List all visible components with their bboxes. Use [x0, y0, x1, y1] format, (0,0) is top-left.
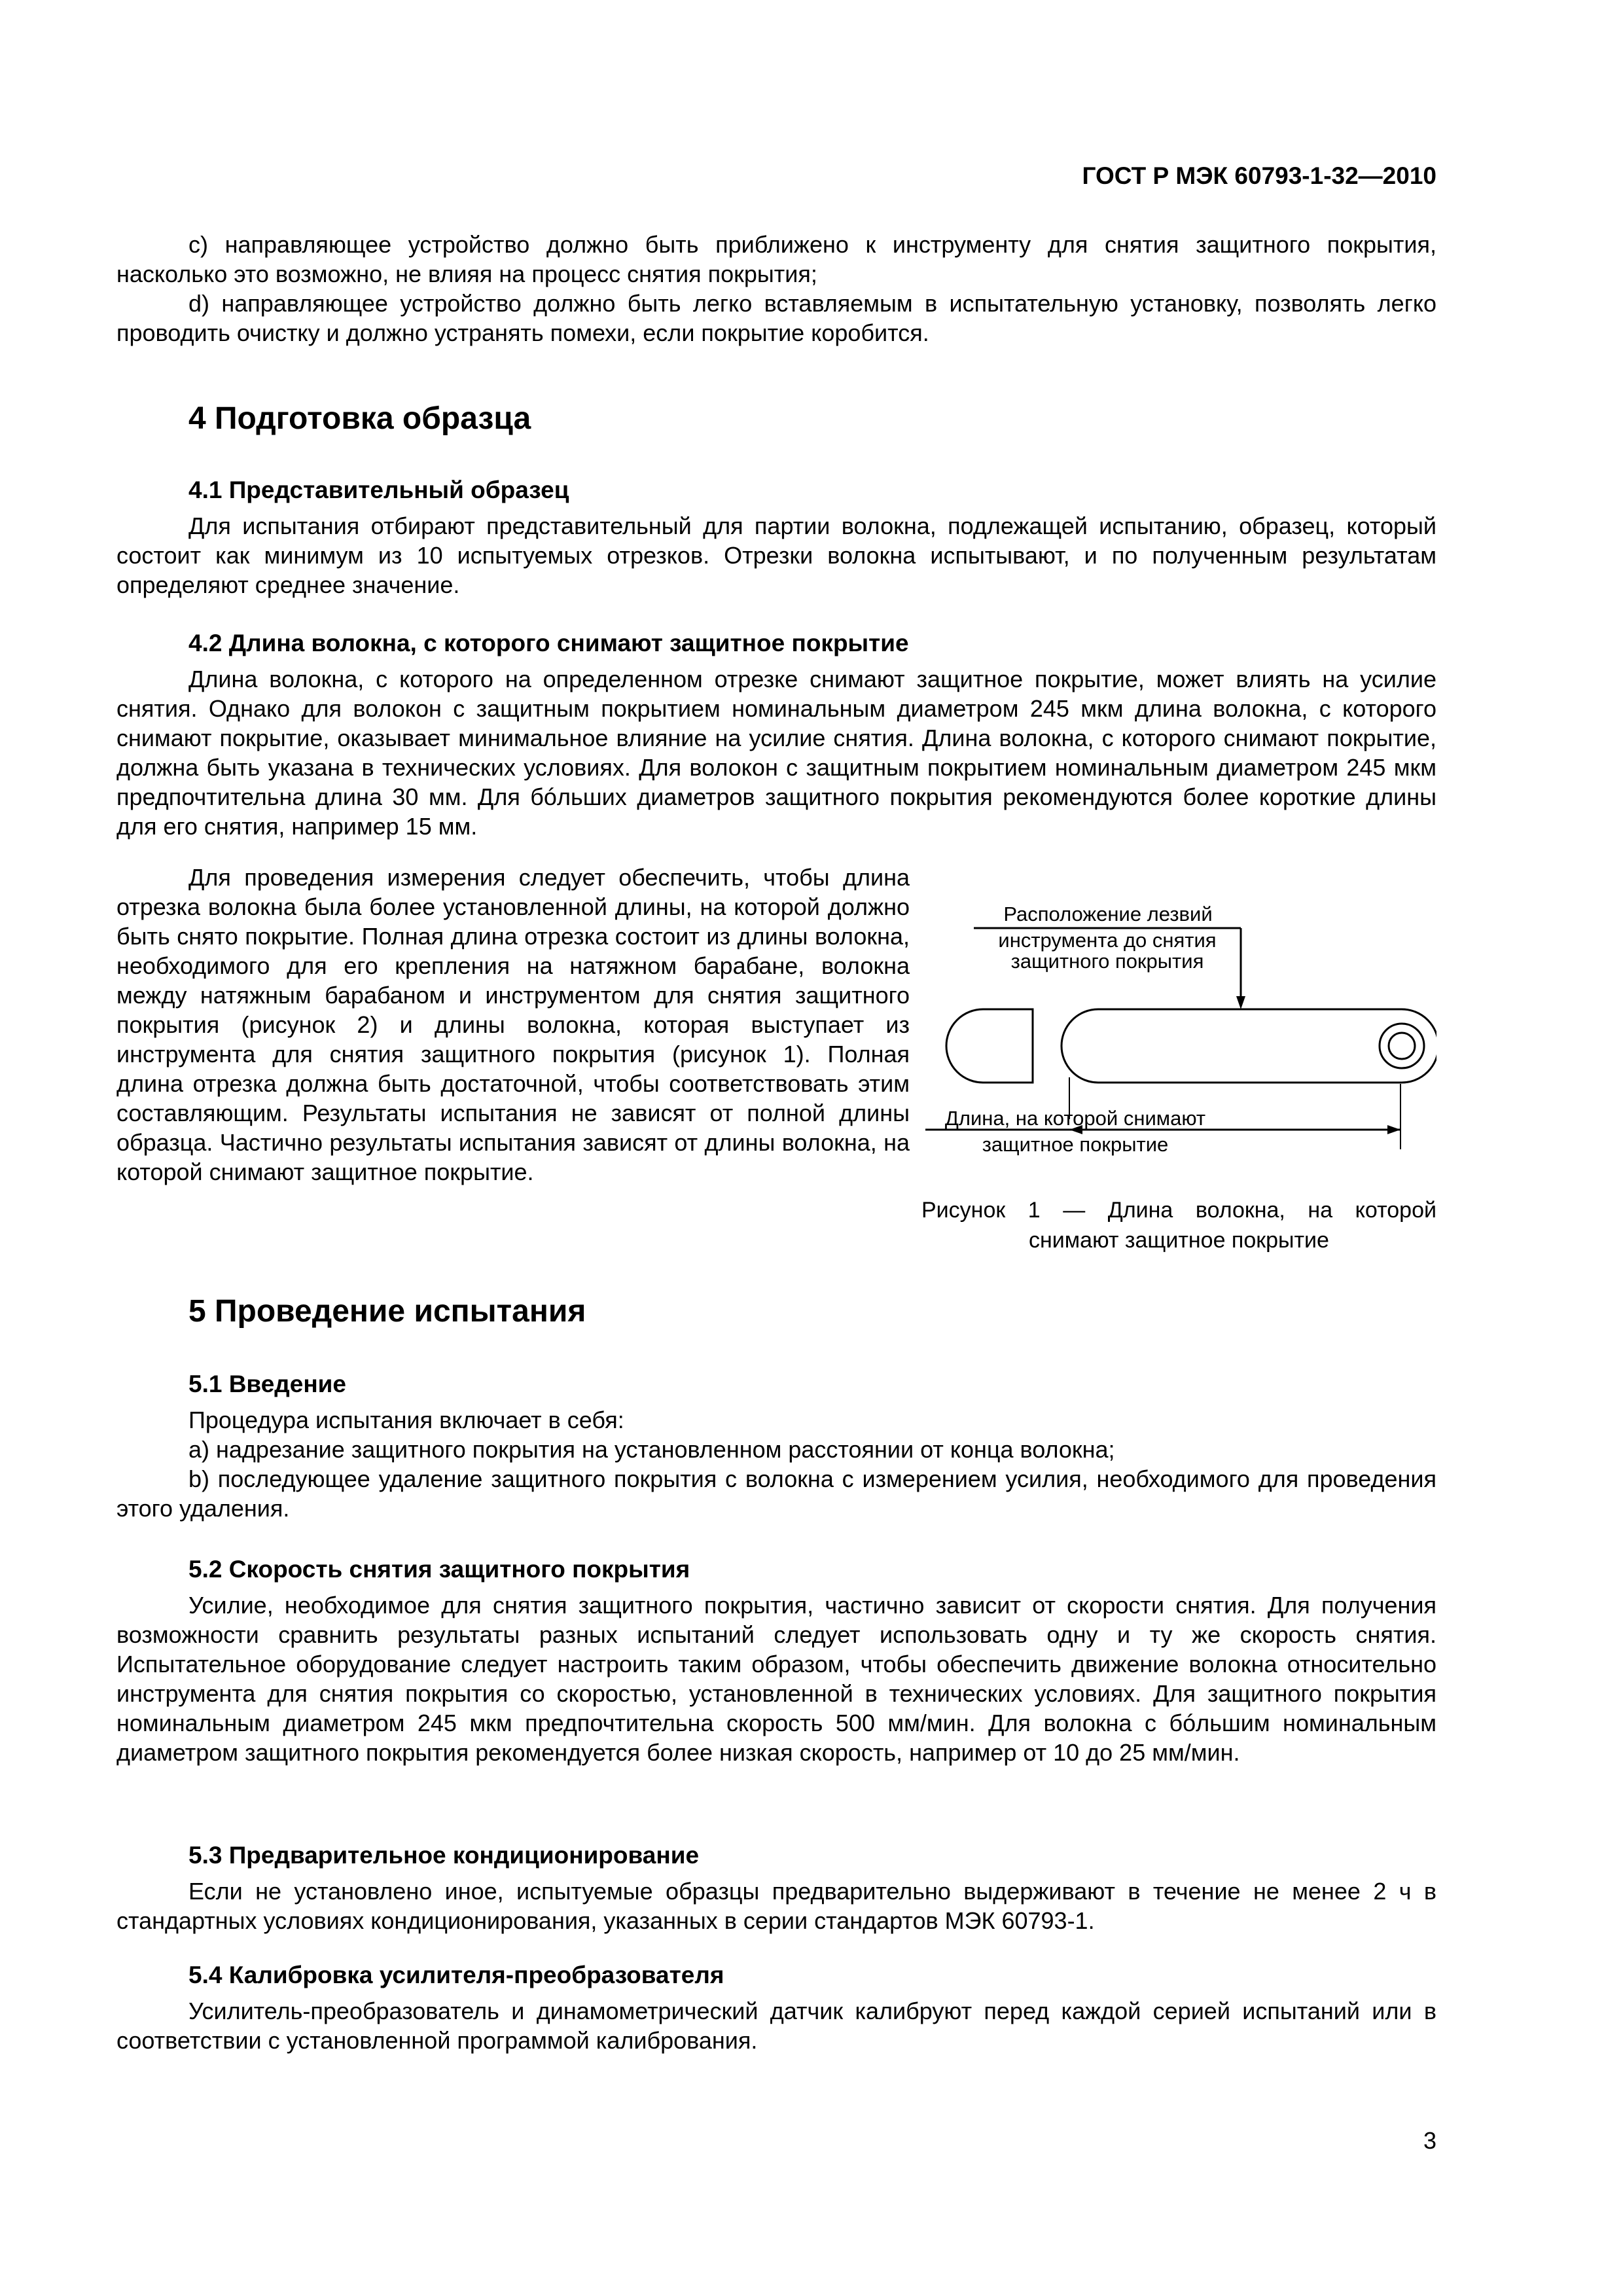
section-5-1 — [116, 1369, 1436, 1523]
section-5-2-text: Усилие, необходимое для снятия защитного покрытия, частично зависит от скорости снятия. Для получения возможности сравнить результаты разных испытаний следует использовать одну и ту же скорость снятия. Испытательное оборудование следует настроить таким образом, чтобы обеспечить движение волокна относительно инструмента для снятия покрытия со скоростью, установленной в технических условиях. Для защитного покрытия номинальным диаметром 245 мкм предпочтительна скорость 500 мм/мин. Для волокна с бóльшим номинальным диаметром защитного покрытия рекомендуется более низкая скорость, например от 10 до 25 мм/мин. — [116, 1592, 1436, 1766]
page-number: 3 — [1423, 2127, 1436, 2154]
section-5-4-heading: 5.4 Калибровка усилителя-преобразователя — [188, 1962, 724, 1988]
figure-1-label-bottom-2: защитное покрытие — [982, 1133, 1169, 1156]
section-5-1-item-b: b) последующее удаление защитного покрытия с волокна с измерением усилия, необходимого для проведения этого удаления. — [116, 1465, 1436, 1522]
section-5-3-heading: 5.3 Предварительное кондиционирование — [188, 1842, 700, 1869]
intro-block — [116, 230, 1436, 348]
section-5-heading: 5 Проведение испытания — [188, 1294, 586, 1329]
blade-arrow — [1236, 996, 1245, 1009]
figure-1-label-bottom-1: Длина, на которой снимают — [944, 1107, 1206, 1130]
removed-coating-shape — [946, 1009, 1033, 1083]
section-5-heading-block — [116, 1293, 1436, 1330]
section-5-1-heading: 5.1 Введение — [188, 1371, 347, 1397]
section-4-2-text-2: Для проведения измерения следует обеспечить, чтобы длина отрезка волокна была более установленной длины, на которой должно быть снято покрытие. Полная длина отрезка состоит из длины волокна, необходимого для его крепления на натяжном барабане, волокна между натяжным барабаном и инструментом для снятия защитного покрытия (рисунок 2) и длины волокна, которая выступает из инструмента для снятия защитного покрытия (рисунок 1). Полная длина отрезка должна быть достаточной, чтобы соответствовать этим составляющим. Результаты испытания не зависят от полной длины образца. Частично результаты испытания зависят от длины волокна, на которой снимают защитное покрытие. — [116, 864, 910, 1185]
figure-1-caption-line-1: Рисунок 1 — Длина волокна, на которой — [921, 1198, 1436, 1223]
section-4-2-text-2-block — [116, 863, 910, 1187]
fiber-core-circle — [1389, 1033, 1415, 1059]
figure-1-label-top-2: инструмента до снятия — [998, 929, 1217, 952]
document-page — [116, 0, 1436, 2296]
section-4-1-text: Для испытания отбирают представительный для партии волокна, подлежащей испытанию, образец, который состоит как минимум из 10 испытуемых отрезков. Отрезки волокна испытывают, и по полученным результатам определяют среднее значение. — [116, 512, 1436, 598]
section-5-4 — [116, 1960, 1436, 2055]
section-5-2-heading: 5.2 Скорость снятия защитного покрытия — [188, 1556, 690, 1583]
section-4-2-text-1: Длина волокна, с которого на определенном отрезке снимают защитное покрытие, может влиять на усилие снятия. Однако для волокон с защитным покрытием номинальным диаметром 245 мкм длина волокна, с которого снимают покрытие, оказывает минимальное влияние на усилие снятия. Длина волокна, с которого снимают покрытие, должна быть указана в технических условиях. Для волокон с защитным покрытием номинальным диаметром 245 мкм предпочтительна длина 30 мм. Для бóльших диаметров защитного покрытия рекомендуются более короткие длины для его снятия, например 15 мм. — [116, 666, 1436, 840]
figure-1-label-top-3: защитного покрытия — [1010, 950, 1204, 973]
section-5-1-item-a: a) надрезание защитного покрытия на установленном расстоянии от конца волокна; — [188, 1436, 1115, 1463]
section-5-3-text: Если не установлено иное, испытуемые образцы предварительно выдерживают в течение не менее 2 ч в стандартных условиях кондиционирования, указанных в серии стандартов МЭК 60793-1. — [116, 1878, 1436, 1934]
section-4-2-heading: 4.2 Длина волокна, с которого снимают защитное покрытие — [188, 630, 909, 656]
section-4-1-heading: 4.1 Представительный образец — [188, 476, 569, 503]
intro-item-d: d) направляющее устройство должно быть легко вставляемым в испытательную установку, позволять легко проводить очистку и должно устранять помехи, если покрытие коробится. — [116, 290, 1436, 346]
figure-1-caption — [921, 1195, 1436, 1255]
section-5-4-text: Усилитель-преобразователь и динамометрический датчик калибруют перед каждой серией испытаний или в соответствии с установленной программой калибрования. — [116, 1998, 1436, 2054]
intro-item-c: c) направляющее устройство должно быть приближено к инструменту для снятия защитного покрытия, насколько это возможно, не влияя на процесс снятия покрытия; — [116, 231, 1436, 287]
section-4-heading: 4 Подготовка образца — [188, 401, 531, 436]
section-4-2 — [116, 628, 1436, 841]
section-4-1 — [116, 475, 1436, 600]
figure-1-caption-line-2: снимают защитное покрытие — [1029, 1228, 1329, 1253]
section-5-1-text: Процедура испытания включает в себя: — [188, 1407, 624, 1433]
figure-1 — [921, 888, 1436, 1254]
section-5-3 — [116, 1840, 1436, 1935]
dimension-arrow-right — [1387, 1125, 1400, 1134]
section-4-heading-block — [116, 401, 1436, 437]
section-5-2 — [116, 1554, 1436, 1767]
document-id: ГОСТ Р МЭК 60793-1-32—2010 — [1082, 162, 1436, 189]
fiber-end-circle — [1380, 1024, 1424, 1068]
figure-1-label-top-1: Расположение лезвий — [1003, 903, 1213, 925]
